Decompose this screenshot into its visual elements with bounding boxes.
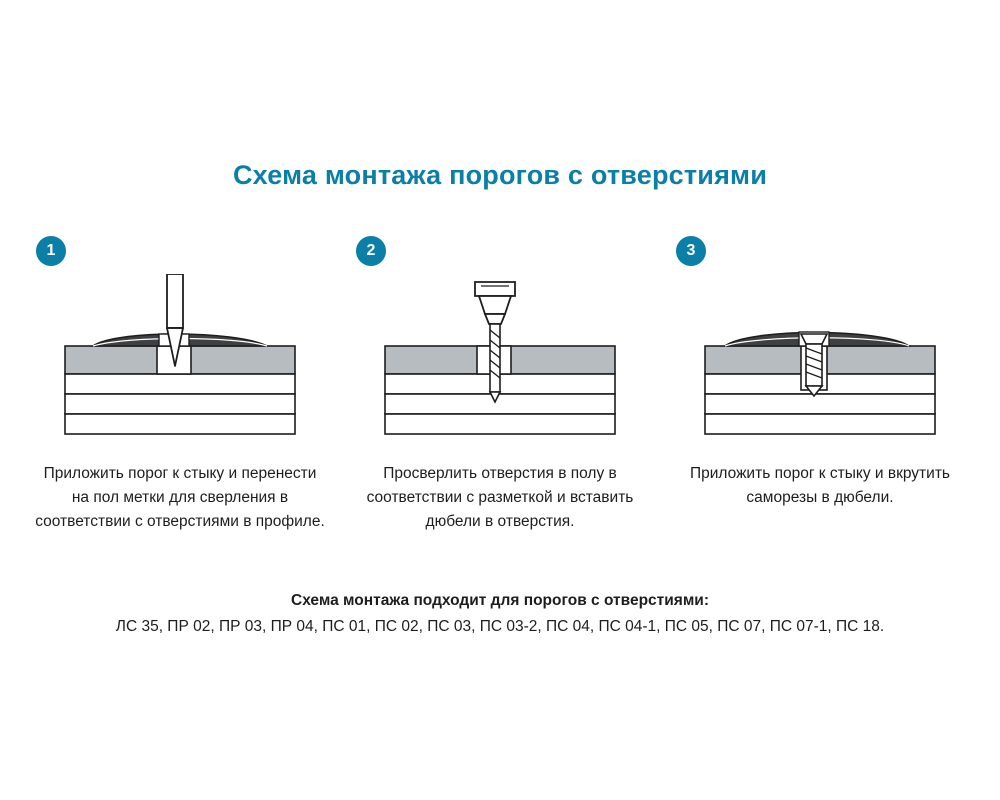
- step-2-illustration: [340, 274, 660, 444]
- step-1-badge: 1: [36, 236, 66, 266]
- footer-models-list: ЛС 35, ПР 02, ПР 03, ПР 04, ПС 01, ПС 02, ПС 03, ПС 03-2, ПС 04, ПС 04-1, ПС 05, ПС 07, ПС 07-1, ПС 18.: [115, 618, 885, 635]
- step-3-illustration: [660, 274, 980, 444]
- footer: [0, 588, 1000, 640]
- step-3-caption: Приложить порог к стыку и вкрутить саморезы в дюбели.: [689, 465, 950, 506]
- footer-heading: Схема монтажа подходит для порогов с отверстиями:: [291, 592, 709, 609]
- step-3-badge: 3: [676, 236, 706, 266]
- drill-icon: [375, 274, 625, 444]
- step-1-caption: Приложить порог к стыку и перенести на пол метки для сверления в соответствии с отверстиями в профиле.: [35, 465, 325, 530]
- step-1: [20, 236, 340, 534]
- marker-pen-icon: [55, 274, 305, 444]
- page-title: Схема монтажа порогов с отверстиями: [232, 160, 768, 190]
- step-2-caption: Просверлить отверстия в полу в соответствии с разметкой и вставить дюбели в отверстия.: [366, 465, 634, 530]
- step-2-badge: 2: [356, 236, 386, 266]
- screw-icon: [695, 274, 945, 444]
- step-3: [660, 236, 980, 534]
- step-2: [340, 236, 660, 534]
- steps-container: [0, 236, 1000, 534]
- step-1-illustration: [20, 274, 340, 444]
